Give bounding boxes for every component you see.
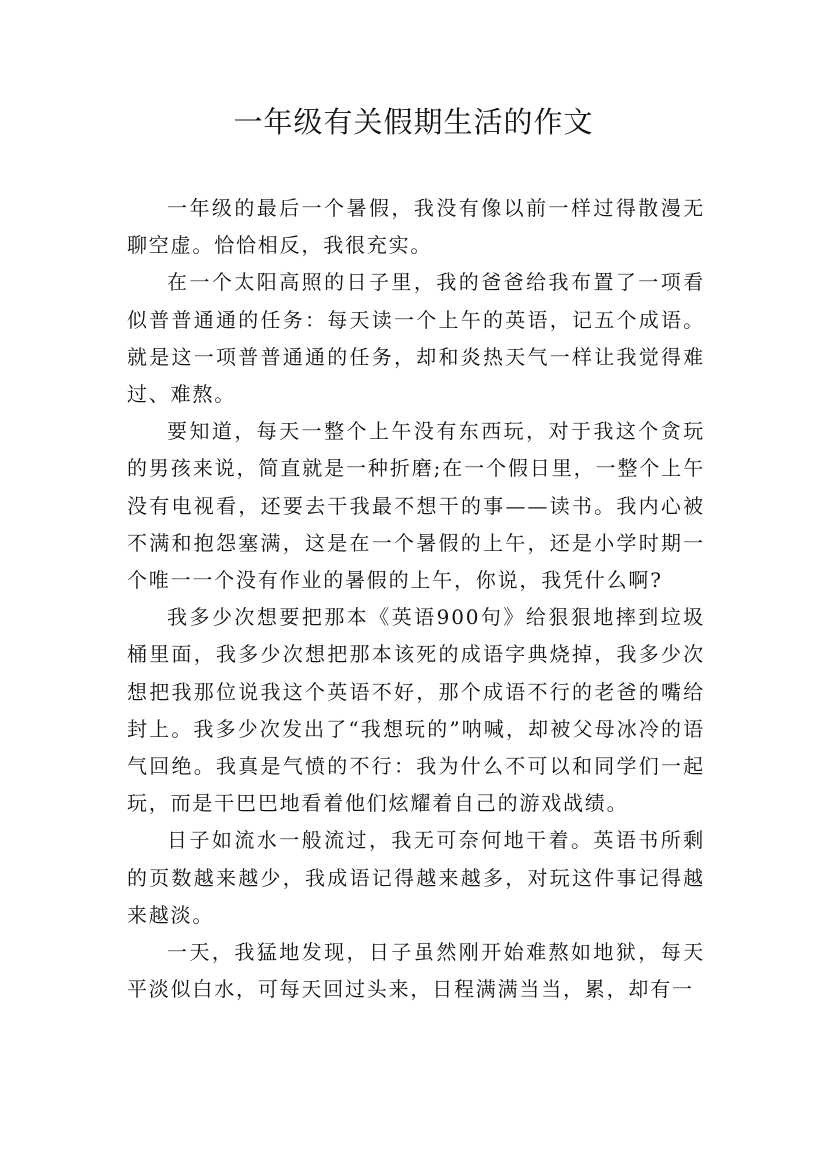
paragraph: 一天，我猛地发现，日子虽然刚开始难熬如地狱，每天平淡似白水，可每天回过头来，日程满满当当，累，却有一 <box>127 940 705 1002</box>
paragraph: 我多少次想要把那本《英语900句》给狠狠地摔到垃圾桶里面，我多少次想把那本该死的成语字典烧掉，我多少次想把我那位说我这个英语不好，那个成语不行的老爸的嘴给封上。我多少次发出了“我想玩的”呐喊，却被父母冰冷的语气回绝。我真是气愤的不行：我为什么不可以和同学们一起玩，而是干巴巴地看着他们炫耀着自己的游戏战绩。 <box>127 605 705 816</box>
paragraph: 日子如流水一般流过，我无可奈何地干着。英语书所剩的页数越来越少，我成语记得越来越多，对玩这件事记得越来越淡。 <box>127 828 705 927</box>
paragraph: 要知道，每天一整个上午没有东西玩，对于我这个贪玩的男孩来说，简直就是一种折磨;在一个假日里，一整个上午没有电视看，还要去干我最不想干的事——读书。我内心被不满和抱怨塞满，这是在一个暑假的上午，还是小学时期一个唯一一个没有作业的暑假的上午，你说，我凭什么啊? <box>127 419 705 593</box>
document-body <box>127 190 705 1008</box>
paragraph: 在一个太阳高照的日子里，我的爸爸给我布置了一项看似普普通通的任务：每天读一个上午的英语，记五个成语。就是这一项普普通通的任务，却和炎热天气一样让我觉得难过、难熬。 <box>127 270 705 407</box>
paragraph: 一年级的最后一个暑假，我没有像以前一样过得散漫无聊空虚。恰恰相反，我很充实。 <box>127 196 705 258</box>
document-title: 一年级有关假期生活的作文 <box>233 105 594 139</box>
